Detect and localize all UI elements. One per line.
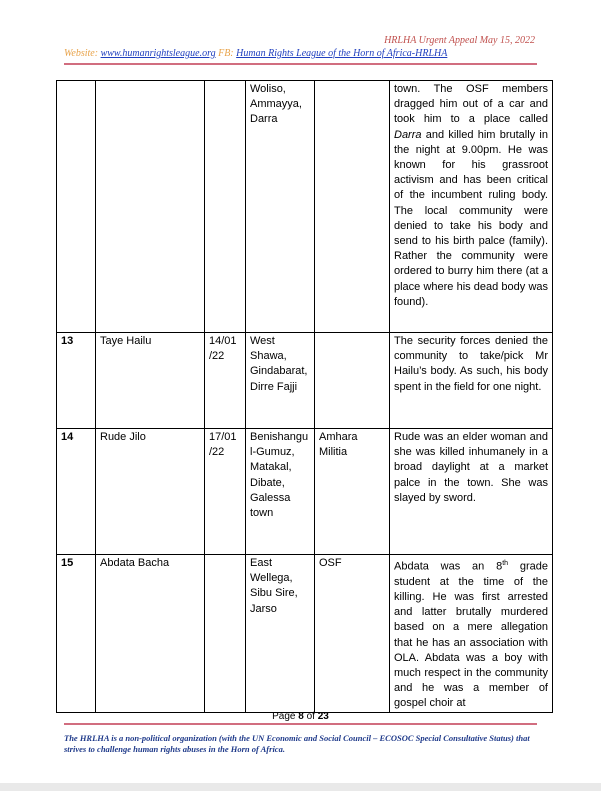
incident-description: Rude was an elder woman and she was killed inhumanely in a broad daylight at a market palce in the town. She was slayed by sword. [390,429,553,555]
footer-divider [64,723,537,725]
incident-description: The security forces denied the community to take/pick Mr Hailu’s body. As such, his body spent in the field for one night. [390,333,553,429]
ordinal-suffix: th [502,560,509,567]
incident-place: East Wellega, Sibu Sire, Jarso [246,555,315,713]
page-of: of [306,711,315,722]
killings-table [56,80,553,713]
incident-place: Woliso, Ammayya, Darra [246,81,315,333]
perpetrator: Amhara Militia [315,429,390,555]
footer-text: The HRLHA is a non-political organization (with the UN Economic and Social Council – ECOSOC Special Consultative Status) that strives to challenge human rights abuses in the Horn of Africa. [64,733,530,754]
description-text: grade student at the time of the killing. He was first arrested and latter brutally murdered based on a mere allegation that he has an association with OLA. Abdata was a boy with much respect in the community and he was a member of gospel choir at [394,560,548,710]
victim-name: Taye Hailu [96,333,205,429]
description-text: town. The OSF members dragged him out of a car and took him to a place called [394,83,548,126]
table-row [57,429,553,555]
perpetrator [315,81,390,333]
victim-name: Rude Jilo [96,429,205,555]
page-label: Page [272,711,296,722]
page-total: 23 [317,711,329,722]
page-current: 8 [298,711,304,722]
fb-label: FB: [218,48,234,59]
victim-name [96,81,205,333]
incident-description [390,81,553,333]
table-row [57,81,553,333]
description-text: and killed him brutally in the night at 9.00pm. He was known for his grassroot activism and has been critical of the incumbent ruling body. The local community were denied to take his body and send to his birth palce (family). Rather the community were ordered to burry him there (at a place where his dead body was found). [394,128,548,308]
perpetrator [315,333,390,429]
row-number: 13 [57,333,96,429]
table-row [57,333,553,429]
row-number: 14 [57,429,96,555]
website-link[interactable]: www.humanrightsleague.org [100,48,216,59]
place-name-italic: Darra [394,128,422,141]
header-title: HRLHA Urgent Appeal May 15, 2022 [384,35,535,46]
page-number [0,711,601,722]
header-divider [64,63,537,65]
description-text: Abdata was an 8 [394,560,503,573]
table-row [57,555,553,713]
perpetrator: OSF [315,555,390,713]
incident-date: 14/01 /22 [205,333,246,429]
victim-name: Abdata Bacha [96,555,205,713]
incident-date [205,81,246,333]
incident-description [390,555,553,713]
website-label: Website: [64,48,99,59]
incident-place: Benishangu l-Gumuz, Matakal, Dibate, Galessa town [246,429,315,555]
row-number: 15 [57,555,96,713]
fb-link[interactable]: Human Rights League of the Horn of Africa-HRLHA [236,48,448,59]
incident-place: West Shawa, Gindabarat, Dirre Fajji [246,333,315,429]
row-number [57,81,96,333]
incident-date: 17/01 /22 [205,429,246,555]
header-links [64,48,447,59]
incident-date [205,555,246,713]
